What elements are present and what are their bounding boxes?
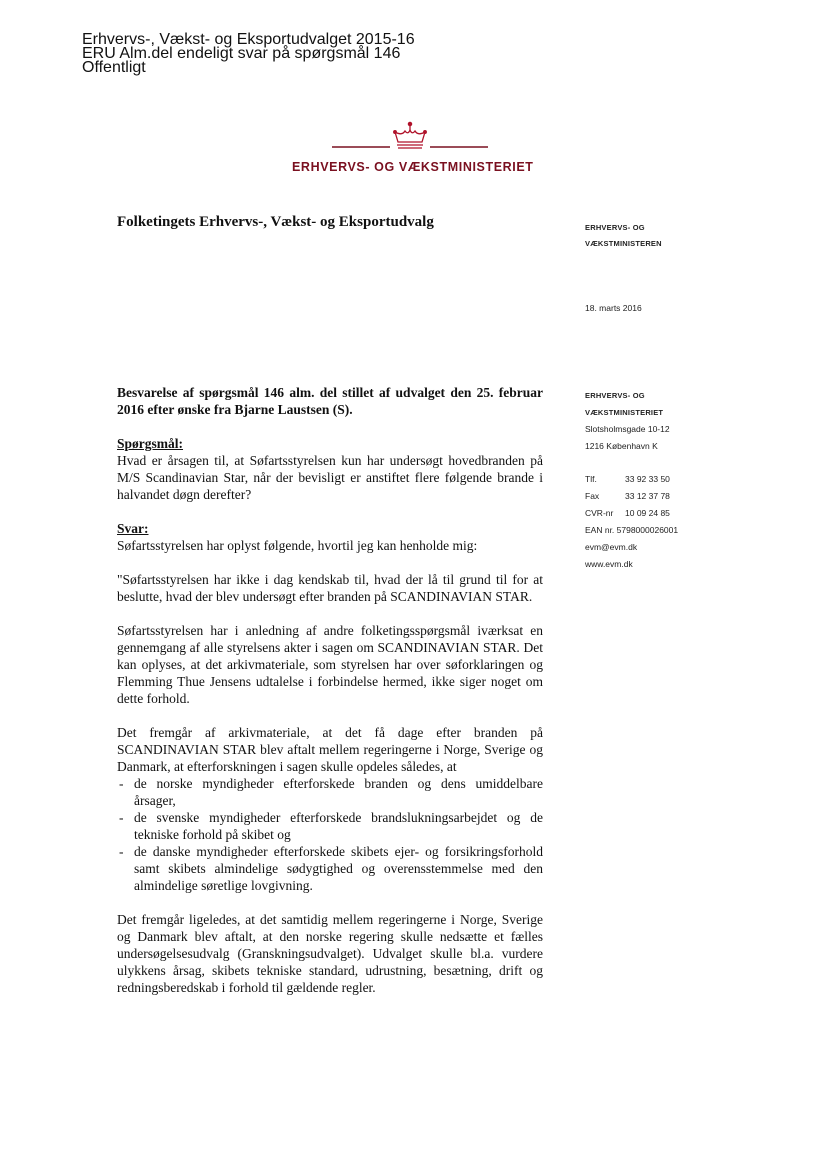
crown-icon [292, 120, 528, 154]
letter-subject: Besvarelse af spørgsmål 146 alm. del stillet af udvalget den 25. februar 2016 efter ønske fra Bjarne Laustsen (S). [117, 385, 543, 417]
stamp-line-status: Offentligt [82, 59, 146, 76]
letter-date: 18. marts 2016 [585, 303, 642, 313]
ministry-line-2: VÆKSTMINISTERIET [585, 408, 664, 417]
question-heading: Spørgsmål: [117, 436, 184, 451]
fax-label: Fax [585, 491, 600, 501]
document-stamp [82, 33, 415, 75]
website-link[interactable]: www.evm.dk [585, 559, 633, 569]
stamp-line-committee: Erhvervs-, Vækst- og Eksportudvalget 2015-16 [82, 31, 415, 48]
letter-body [117, 384, 543, 996]
sidebar-minister [585, 220, 662, 252]
list-item: - de svenske myndigheder efterforskede brandslukningsarbejdet og de tekniske forhold på skibet og [117, 809, 543, 843]
investigation-split-list [117, 775, 543, 894]
phone-row [585, 471, 678, 488]
stamp-line-reference: ERU Alm.del endeligt svar på spørgsmål 146 [82, 45, 401, 62]
answer-paragraph-3: Det fremgår af arkivmateriale, at det få dage efter branden på SCANDINAVIAN STAR blev aftalt mellem regeringerne i Norge, Sverige og Danmark, at efterforskningen i sagen skulle opdeles således, at [117, 725, 543, 774]
ean-number: EAN nr. 5798000026001 [585, 525, 679, 535]
answer-paragraph-1: "Søfartsstyrelsen har ikke i dag kendskab til, hvad der lå til grund til for at beslutte, hvad der blev undersøgt efter branden på SCANDINAVIAN STAR. [117, 572, 543, 604]
ministry-line-1: ERHVERVS- OG [585, 391, 645, 400]
ministry-name: ERHVERVS- OG VÆKSTMINISTERIET [292, 160, 534, 174]
minister-line-2: VÆKSTMINISTEREN [585, 239, 662, 248]
answer-paragraph-2: Søfartsstyrelsen har i anledning af andre folketingsspørgsmål iværksat en gennemgang af alle styrelsens akter i sagen om SCANDINAVIAN STAR. Det kan oplyses, at det arkivmateriale, som styrelsen har over søforklaringen og Flemming Thue Jensens udtalelse i forbindelse hermed, ikke siger noget om dette forhold. [117, 623, 543, 706]
fax-value: 33 12 37 78 [625, 491, 670, 501]
address-city: 1216 København K [585, 441, 658, 451]
answer-heading: Svar: [117, 521, 149, 536]
ministry-logo [292, 120, 534, 174]
fax-row [585, 488, 678, 505]
list-item: - de norske myndigheder efterforskede branden og dens umiddelbare årsager, [117, 775, 543, 809]
phone-value: 33 92 33 50 [625, 474, 670, 484]
answer-intro: Søfartsstyrelsen har oplyst følgende, hvortil jeg kan henholde mig: [117, 538, 478, 553]
phone-label: Tlf. [585, 474, 597, 484]
question-text: Hvad er årsagen til, at Søfartsstyrelsen kun har undersøgt hovedbranden på M/S Scandinavian Star, når der bevisligt er anstiftet flere følgende brande i halvandet døgn derefter? [117, 453, 543, 502]
recipient: Folketingets Erhvervs-, Vækst- og Eksportudvalg [117, 214, 434, 230]
sidebar-address [585, 387, 678, 573]
minister-line-1: ERHVERVS- OG [585, 223, 645, 232]
address-street: Slotsholmsgade 10-12 [585, 424, 670, 434]
answer-paragraph-4: Det fremgår ligeledes, at det samtidig mellem regeringerne i Norge, Sverige og Danmark blev aftalt, at den norske regering skulle nedsætte et fælles undersøgelsesudvalg (Granskningsudvalget). Udvalget skulle bl.a. vurdere ulykkens årsag, skibets tekniske standard, udrustning, besætning, drift og redningsberedskab i forhold til gældende regler. [117, 912, 543, 995]
cvr-label: CVR-nr [585, 508, 614, 518]
list-item: - de danske myndigheder efterforskede skibets ejer- og forsikringsforhold samt skibets almindelige sødygtighed og overensstemmelse med den almindelige søretlige lovgivning. [117, 843, 543, 894]
email-link[interactable]: evm@evm.dk [585, 542, 638, 552]
cvr-row [585, 505, 678, 522]
cvr-value: 10 09 24 85 [625, 508, 670, 518]
